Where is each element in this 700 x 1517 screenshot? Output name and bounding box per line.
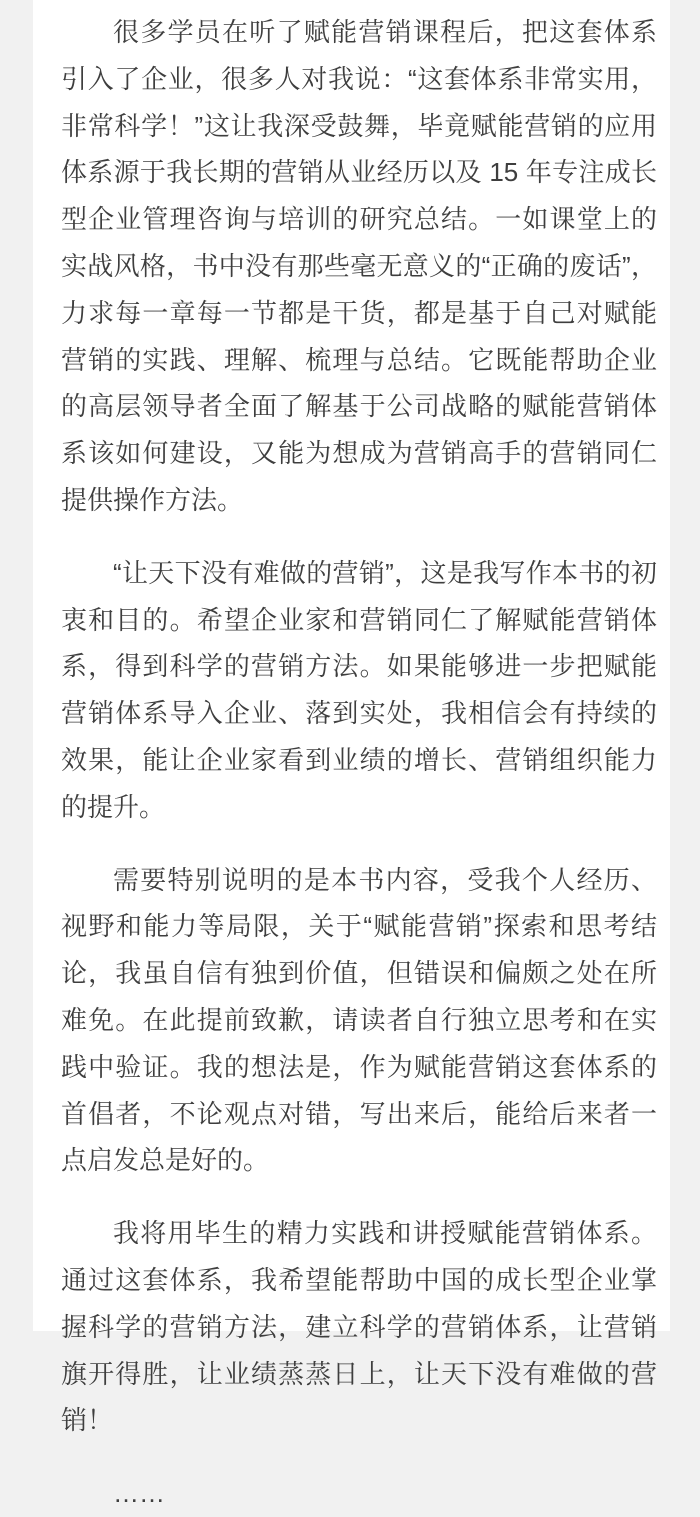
reading-page-card <box>33 0 670 1509</box>
paragraph-4: 我将用毕生的精力实践和讲授赋能营销体系。通过这套体系，我希望能帮助中国的成长型企业掌握科学的营销方法，建立科学的营销体系，让营销旗开得胜，让业绩蒸蒸日上，让天下没有难做的营销！ <box>61 1218 657 1436</box>
book-preface-text <box>61 9 657 1517</box>
paragraph-2: “让天下没有难做的营销”，这是我写作本书的初衷和目的。希望企业家和营销同仁了解赋能营销体系，得到科学的营销方法。如果能够进一步把赋能营销体系导入企业、落到实处，我相信会有持续的效果，能让企业家看到业绩的增长、营销组织能力的提升。 <box>61 557 657 822</box>
paragraph-1: 很多学员在听了赋能营销课程后，把这套体系引入了企业，很多人对我说：“这套体系非常实用，非常科学！”这让我深受鼓舞，毕竟赋能营销的应用体系源于我长期的营销从业经历以及 15 年专注成长型企业管理咨询与培训的研究总结。一如课堂上的实战风格，书中没有那些毫无意义的“正确的废话”，力求每一章每一节都是干货，都是基于自己对赋能营销的实践、理解、梳理与总结。它既能帮助企业的高层领导者全面了解基于公司战略的赋能营销体系该如何建设，又能为想成为营销高手的营销同仁提供操作方法。 <box>61 17 657 515</box>
paragraph-3: 需要特别说明的是本书内容，受我个人经历、视野和能力等局限，关于“赋能营销”探索和思考结论，我虽自信有独到价值，但错误和偏颇之处在所难免。在此提前致歉，请读者自行独立思考和在实践中验证。我的想法是，作为赋能营销这套体系的首倡者，不论观点对错，写出来后，能给后来者一点启发总是好的。 <box>61 864 657 1176</box>
ellipsis-line: …… <box>113 1478 165 1509</box>
